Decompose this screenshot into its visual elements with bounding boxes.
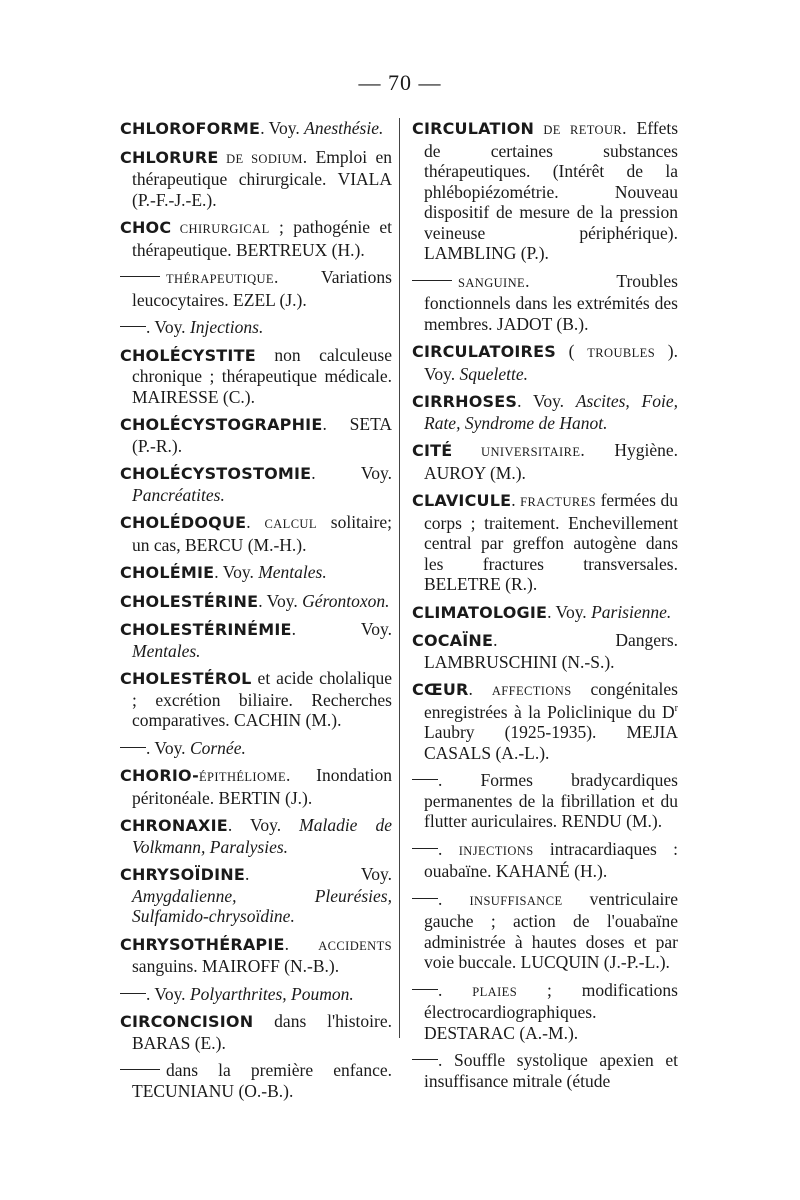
- ditto-dash: [120, 747, 146, 748]
- entry-text: Laubry (1925-1935). MEJIA CASALS (A.-L.).: [424, 722, 678, 763]
- entry-headword: CHOLÉCYSTOGRAPHIE: [120, 415, 323, 434]
- ditto-dash: [120, 326, 146, 327]
- index-entry: [412, 679, 678, 763]
- entry-headword: CIRCONCISION: [120, 1012, 254, 1031]
- entry-reference: Maladie de Volkmann, Paralysies.: [132, 815, 392, 857]
- entry-smallcaps: FRACTURES: [520, 495, 597, 509]
- index-entry: [412, 118, 678, 264]
- right-column: [412, 118, 678, 1098]
- entry-text: ). Voy.: [424, 341, 679, 384]
- entry-headword: CHOLESTÉROL: [120, 669, 252, 688]
- entry-smallcaps: DE RETOUR: [534, 123, 623, 137]
- entry-text: .: [468, 679, 492, 699]
- entry-smallcaps: UNIVERSITAIRE: [452, 445, 581, 459]
- entry-text: dans la première enfance. TECUNIANU (O.-B.).: [132, 1060, 392, 1101]
- entry-smallcaps: INSUFFISANCE: [469, 893, 563, 908]
- entry-smallcaps: TROUBLES: [587, 346, 656, 360]
- entry-text: .: [438, 838, 459, 859]
- entry-text: ventriculaire gauche ; action de l'ouabaïne administrée à hautes doses et par voie buccale. LUCQUIN (J.-P.-L.).: [424, 888, 678, 972]
- index-subentry: [120, 1060, 392, 1101]
- entry-text: . Dangers. LAMBRUSCHINI (N.-S.).: [424, 630, 678, 672]
- entry-smallcaps: AFFECTIONS: [491, 684, 572, 698]
- entry-headword: CŒUR: [412, 680, 469, 699]
- entry-headword: CIRRHOSES: [412, 392, 518, 411]
- entry-text: . Voy.: [517, 391, 576, 411]
- index-entry: [412, 602, 678, 624]
- entry-text: . Voy.: [245, 864, 392, 884]
- entry-smallcaps: DE SODIUM: [218, 151, 303, 166]
- entry-headword: CHOLÉDOQUE: [120, 513, 247, 532]
- entry-headword: CHOLÉMIE: [120, 563, 215, 582]
- index-subentry: [412, 770, 678, 832]
- index-subentry: [120, 984, 392, 1005]
- index-entry: [120, 668, 392, 731]
- entry-headword: CHRYSOÏDINE: [120, 865, 245, 884]
- index-subentry: [120, 738, 392, 759]
- index-entry: [120, 345, 392, 408]
- entry-smallcaps: SANGUINE: [458, 275, 526, 290]
- entry-text: (: [555, 341, 588, 361]
- entry-headword: CHOLESTÉRINE: [120, 591, 259, 611]
- entry-headword: CIRCULATOIRES: [412, 342, 556, 361]
- entry-text: . Voy.: [311, 463, 392, 483]
- index-entry: [120, 619, 392, 661]
- entry-headword: CLIMATOLOGIE: [412, 602, 548, 622]
- entry-reference: Mentales.: [258, 562, 327, 582]
- ditto-dash: [120, 993, 146, 994]
- ditto-dash: [120, 1069, 160, 1070]
- entry-smallcaps: THÉRAPEUTIQUE: [166, 272, 274, 286]
- entry-headword: CHOLESTÉRINÉMIE: [120, 620, 292, 639]
- left-column: [120, 118, 392, 1108]
- entry-text: non calculeuse chronique ; thérapeutique médicale. MAIRESSE (C.).: [132, 344, 392, 407]
- entry-headword: CHOLÉCYSTITE: [120, 345, 256, 365]
- entry-headword: CLAVICULE: [412, 491, 512, 510]
- page-number: — 70 —: [358, 70, 442, 95]
- ditto-dash: [412, 280, 452, 281]
- ditto-dash: [412, 848, 438, 849]
- index-entry: [412, 391, 678, 433]
- entry-text: ; pathogénie et thérapeutique. BERTREUX (H.).: [132, 217, 392, 260]
- ditto-dash: [412, 898, 438, 899]
- entry-text: solitaire; un cas, BERCU (M.-H.).: [132, 512, 392, 555]
- entry-text: sanguins. MAIROFF (N.-B.).: [132, 956, 340, 976]
- ditto-dash: [412, 989, 438, 990]
- entry-text: fermées du corps ; traitement. Enchevillement central par greffon autogène dans les fractures transversales. BELETRE (R.).: [424, 490, 678, 594]
- entry-headword: CHRYSOTHÉRAPIE: [120, 934, 285, 954]
- index-entry: [120, 765, 392, 808]
- ditto-dash: [412, 779, 438, 780]
- entry-text: . Voy.: [227, 815, 300, 835]
- entry-text: . Inondation péritonéale. BERTIN (J.).: [132, 765, 392, 808]
- entry-reference: Ascites, Foie, Rate, Syndrome de Hanot.: [424, 391, 679, 433]
- entry-text: . SETA (P.-R.).: [132, 414, 392, 456]
- entry-reference: Cornée.: [189, 737, 246, 758]
- entry-text: . Emploi en thérapeutique chirurgicale. VIALA (P.-F.-J.-E.).: [132, 146, 392, 210]
- index-entry: [412, 341, 678, 384]
- index-entry: [120, 118, 392, 140]
- entry-text: . Voy.: [146, 737, 190, 758]
- index-entry: [120, 815, 392, 857]
- index-entry: [120, 414, 392, 456]
- entry-smallcaps: PLAIES: [472, 984, 518, 999]
- index-subentry: [412, 889, 678, 973]
- entry-text: . Voy.: [547, 601, 592, 622]
- index-entry: [120, 864, 392, 927]
- index-entry: [120, 562, 392, 584]
- entry-text: . Hygiène. AUROY (M.).: [424, 440, 678, 483]
- entry-text: congénitales enregistrées à la Policlinique du D: [424, 679, 678, 722]
- entry-reference: Gérontoxon.: [302, 590, 390, 611]
- entry-headword: CHOC: [120, 218, 172, 237]
- entry-reference: Polyarthrites, Poumon.: [189, 983, 354, 1004]
- index-entry: [120, 217, 392, 260]
- index-subentry: [120, 317, 392, 338]
- entry-reference: Squelette.: [459, 363, 529, 384]
- entry-headword: COCAÏNE: [412, 631, 494, 650]
- ditto-dash: [120, 276, 160, 277]
- index-entry: [120, 591, 392, 613]
- entry-text: . Voy.: [291, 619, 392, 639]
- index-subentry: [120, 267, 392, 310]
- entry-headword: CHOLÉCYSTOSTOMIE: [120, 464, 312, 483]
- index-subentry: [412, 1050, 678, 1091]
- entry-reference: Amygdalienne, Pleurésies, Sulfamido-chrysoïdine.: [132, 885, 392, 926]
- entry-text: . Voy.: [146, 317, 190, 337]
- entry-headword: CHLOROFORME: [120, 119, 261, 138]
- entry-text: et acide cholalique ; excrétion biliaire. Recherches comparatives. CACHIN (M.).: [132, 668, 392, 730]
- entry-text: .: [284, 933, 319, 954]
- entry-headword: CHLORURE: [120, 147, 219, 167]
- index-entry: [412, 630, 678, 672]
- entry-text: intracardiaques : ouabaïne. KAHANÉ (H.).: [424, 838, 678, 881]
- ditto-dash: [412, 1059, 438, 1060]
- index-entry: [120, 463, 392, 505]
- index-entry: [120, 934, 392, 977]
- index-subentry: [412, 980, 678, 1044]
- entry-text: .: [511, 490, 521, 510]
- entry-text: . Voy.: [146, 983, 190, 1004]
- index-subentry: [412, 839, 678, 882]
- entry-text: . Souffle systolique apexien et insuffisance mitrale (étude: [424, 1050, 678, 1091]
- entry-headword: CIRCULATION: [412, 119, 535, 138]
- entry-text: .: [438, 979, 473, 1000]
- index-entry: [412, 440, 678, 483]
- entry-text: . Effets de certaines substances thérapeutiques. (Intérêt de la phlébopiézométrie. Nouveau dispositif de mesure de la pression veineuse périphérique). LAMBLING (P.).: [424, 118, 679, 263]
- entry-text: . Formes bradycardiques permanentes de la fibrillation et du flutter auriculaires. RENDU (M.).: [424, 770, 678, 831]
- entry-headword: CITÉ: [412, 441, 453, 460]
- entry-headword: CHRONAXIE: [120, 816, 228, 835]
- entry-smallcaps: ACCIDENTS: [318, 938, 392, 953]
- index-subentry: [412, 271, 678, 335]
- entry-reference: Anesthésie.: [304, 118, 384, 138]
- entry-smallcaps: CALCUL: [264, 517, 317, 531]
- entry-text: .: [438, 888, 470, 909]
- entry-text: . Voy.: [260, 118, 305, 138]
- index-entry: [120, 1011, 392, 1053]
- entry-reference: Mentales.: [132, 640, 201, 661]
- entry-text: dans l'histoire. BARAS (E.).: [132, 1011, 392, 1053]
- entry-reference: Parisienne.: [591, 601, 672, 622]
- entry-text: ; modifications électrocardiographiques. DESTARAC (A.-M.).: [424, 979, 678, 1043]
- entry-text: . Voy.: [258, 590, 303, 611]
- entry-text: . Voy.: [214, 562, 259, 582]
- column-divider: [399, 118, 400, 1038]
- entry-reference: Pancréatites.: [132, 484, 225, 505]
- entry-text: . Variations leucocytaires. EZEL (J.).: [132, 267, 392, 310]
- index-entry: [120, 512, 392, 555]
- entry-smallcaps: ÉPITHÉLIOME: [198, 770, 286, 784]
- entry-text: .: [246, 512, 265, 532]
- entry-smallcaps: INJECTIONS: [458, 843, 534, 858]
- entry-superscript: r: [674, 702, 678, 714]
- entry-smallcaps: CHIRURGICAL: [171, 222, 270, 236]
- entry-reference: Injections.: [189, 317, 264, 337]
- index-entry: [120, 147, 392, 211]
- index-entry: [412, 490, 678, 595]
- entry-text: . Troubles fonctionnels dans les extrémités des membres. JADOT (B.).: [424, 270, 678, 334]
- entry-headword: CHORIO-: [120, 766, 199, 785]
